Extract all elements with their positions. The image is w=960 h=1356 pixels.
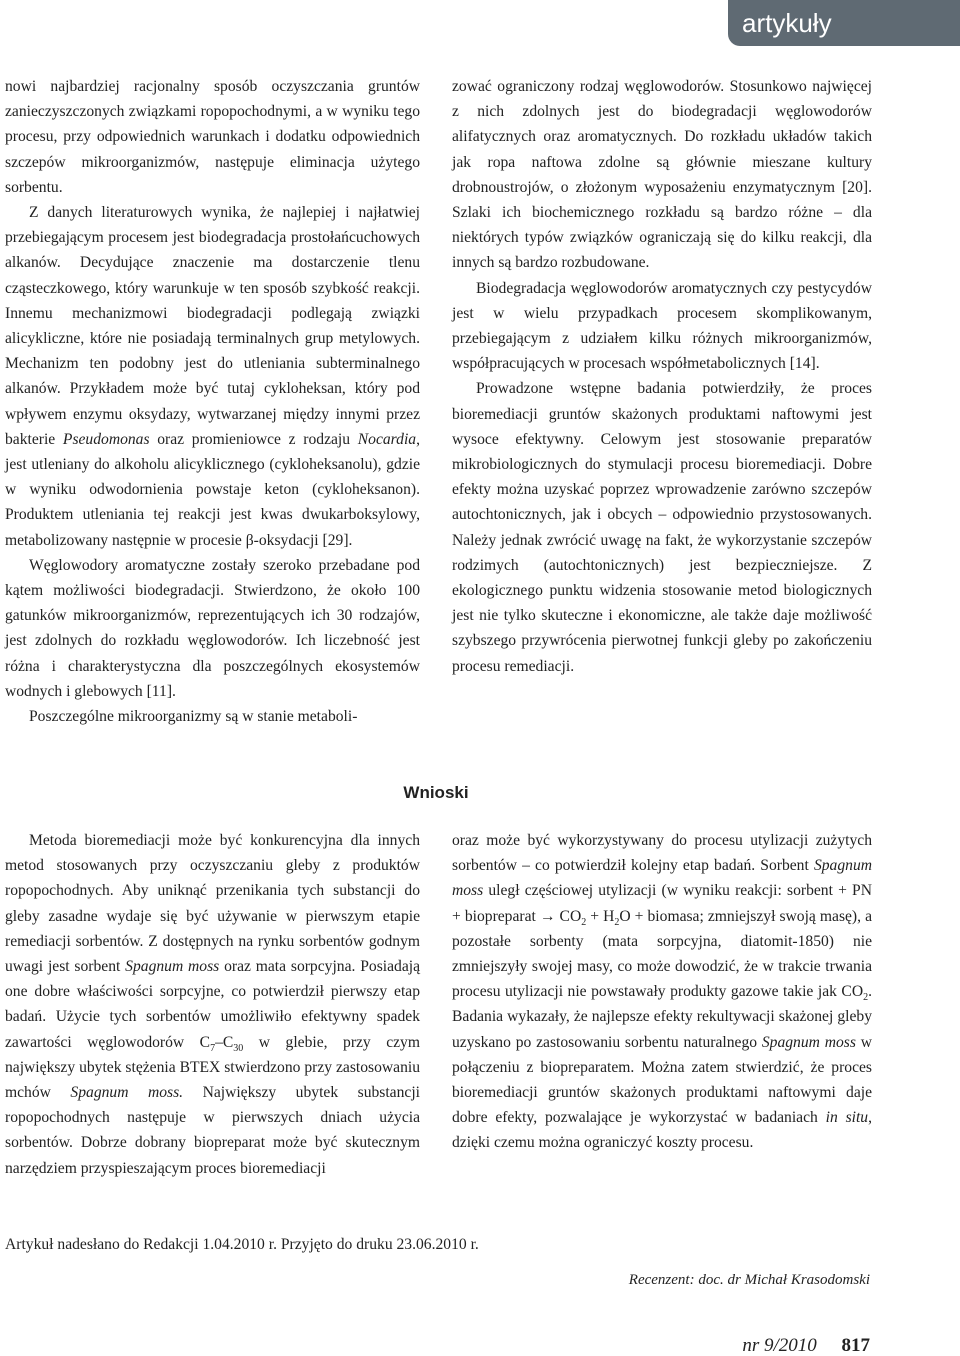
section-label: artykuły: [728, 0, 960, 46]
page-footer: [742, 1336, 870, 1356]
section-heading: Wnioski: [403, 783, 469, 802]
paragraph: Poszczególne mikroorganizmy są w stanie metaboli-: [29, 708, 358, 726]
page-number: 817: [841, 1335, 870, 1356]
paragraph: Z danych literaturowych wynika, że najlepiej i najłatwiej przebiegającym procesem jest biodegradacja prostołańcuchowych alkanów. Decydujące znaczenie ma dostarczenie tlenu cząsteczkowego, który warunkuje w ten sposób szybkość reakcji. Innemu mechanizmowi biodegradacji podlegają związki alicykliczne, które nie posiadają terminalnych grup metylowych. Mechanizm ten podobny jest do utleniania subterminalnego alkanów. Przykładem może być tutaj cykloheksan, który pod wpływem enzymu oksydazy, wytwarzanej między innymi przez bakterie Pseudomonas oraz promieniowce z rodzaju Nocardia, jest utleniany do alkoholu alicyklicznego (cykloheksanolu), gdzie w wyniku odwodornienia powstaje keton (cykloheksanon). Produktem utleniania tej reakcji jest kwas dwukarboksylowy, metabolizowany następnie w procesie β-oksydacji [29].: [5, 204, 420, 549]
paragraph: oraz może być wykorzystywany do procesu utylizacji zużytych sorbentów – co potwierdził kolejny etap badań. Sorbent Spagnum moss uległ częściowej utylizacji (w wyniku reakcji: sorbent + PN + biopreparat → $CO_2 + H_2O$ + biomasa; zmniejszył swoją masę), a pozostałe sorbenty (mata sorpcyjna, diatomit-1850) nie zmniejszyły swojej masy, co może dowodzić, że w trakcie trwania procesu utylizacji nie powstawały produkty gazowe takie jak $CO_2$. Badania wykazały, że najlepsze efekty rekultywacji skażonej gleby uzyskano po zastosowaniu sorbentu naturalnego Spagnum moss w połączeniu z biopreparatem. Można zatem stwierdzić, że proces bioremediacji gruntów skażonych produktami naftowymi daje dobre efekty, pozwalające je wykorzystać w badaniach in situ, dzięki czemu można ograniczyć koszty procesu.: [452, 832, 873, 1152]
paragraph: Prowadzone wstępne badania potwierdziły, że proces bioremediacji gruntów skażonych produktami naftowymi jest wysoce efektywny. Celowym jest stosowanie preparatów mikrobiologicznych do stymulacji procesu bioremediacji. Dobre efekty można uzyskać poprzez wprowadzenie zarówno szczepów autochtonicznych, jak i obcych – odpowiednio przystosowanych. Należy jednak zwrócić uwagę na fakt, że wykorzystanie szczepów rodzimych (autochtonicznych) jest bezpieczniejsze. Z ekologicznego punktu widzenia stosowanie metod biologicznych jest nie tylko skuteczne i ekonomiczne, ale także daje możliwość szybszego przywrócenia pierwotnej funkcji gleby po zakończeniu procesu remediacji.: [452, 380, 872, 675]
submission-note: Artykuł nadesłano do Redakcji 1.04.2010 r. Przyjęto do druku 23.06.2010 r.: [5, 1236, 479, 1253]
paragraph: Biodegradacja węglowodorów aromatycznych czy pestycydów jest w wielu przypadkach procesem skomplikowanym, przebiegającym z udziałem kilku różnych mikroorganizmów, współpracujących w procesach współmetabolicznych [14].: [452, 279, 872, 373]
column-3: [5, 828, 420, 1181]
paragraph: Metoda bioremediacji może być konkurencyjna dla innych metod stosowanych przy oczyszczaniu gleby z produktów ropopochodnych. Aby uniknąć przenikania tych substancji do gleby zasadne wydaje się być używanie w pierwszym etapie remediacji sorbentów. Z dostępnych na rynku sorbentów godnym uwagi jest sorbent Spagnum moss oraz mata sorpcyjna. Posiadają one dobre właściwości sorpcyjne, co potwierdził pierwszy etap badań. Użycie tych sorbentów umożliwiło efektywny spadek zawartości węglowodorów $C_7-C_{30}$ w glebie, przy czym największy ubytek stężenia BTEX stwierdzono przy zastosowaniu mchów Spagnum moss. Największy ubytek substancji ropopochodnych następuje w pierwszych dniach użycia sorbentów. Dobrze dobrany biopreparat może być skutecznym narzędziem przyspieszającym proces bioremediacji: [5, 832, 420, 1177]
issue-number: nr 9/2010: [742, 1335, 817, 1356]
paragraph: zować ograniczony rodzaj węglowodorów. Stosunkowo najwięcej z nich zdolnych jest do biodegradacji węglowodorów alifatycznych oraz aromatycznych. Do rozkładu układów takich jak ropa naftowa zdolne są głównie mieszane kultury drobnoustrojów, o złożonym wyposażeniu enzymatycznym [20]. Szlaki ich biochemicznego rozkładu są bardzo różne – dla niektórych typów związków ograniczają się do kilku reakcji, dla innych są bardzo rozbudowane.: [452, 78, 872, 272]
column-1: [5, 74, 420, 729]
paragraph: nowi najbardziej racjonalny sposób oczyszczania gruntów zanieczyszczonych związkami ropopochodnymi, a w wyniku tego procesu, przy odpowiednich warunkach i dodatku odpowiednich szczepów mikroorganizmów, następuje eliminacja użytego sorbentu.: [5, 78, 420, 196]
column-4: [452, 828, 872, 1156]
paragraph: Węglowodory aromatyczne zostały szeroko przebadane pod kątem możliwości biodegradacji. Stwierdzono, że około 100 gatunków mikroorganizmów, reprezentujących ich 30 rodzajów, jest zdolnych do rozkładu węglowodorów. Ich liczebność jest różna i charakterystyczna dla poszczególnych ekosystemów wodnych i glebowych [11].: [5, 556, 420, 700]
reviewer-note: Recenzent: doc. dr Michał Krasodomski: [628, 1272, 870, 1288]
column-2: [452, 74, 872, 679]
